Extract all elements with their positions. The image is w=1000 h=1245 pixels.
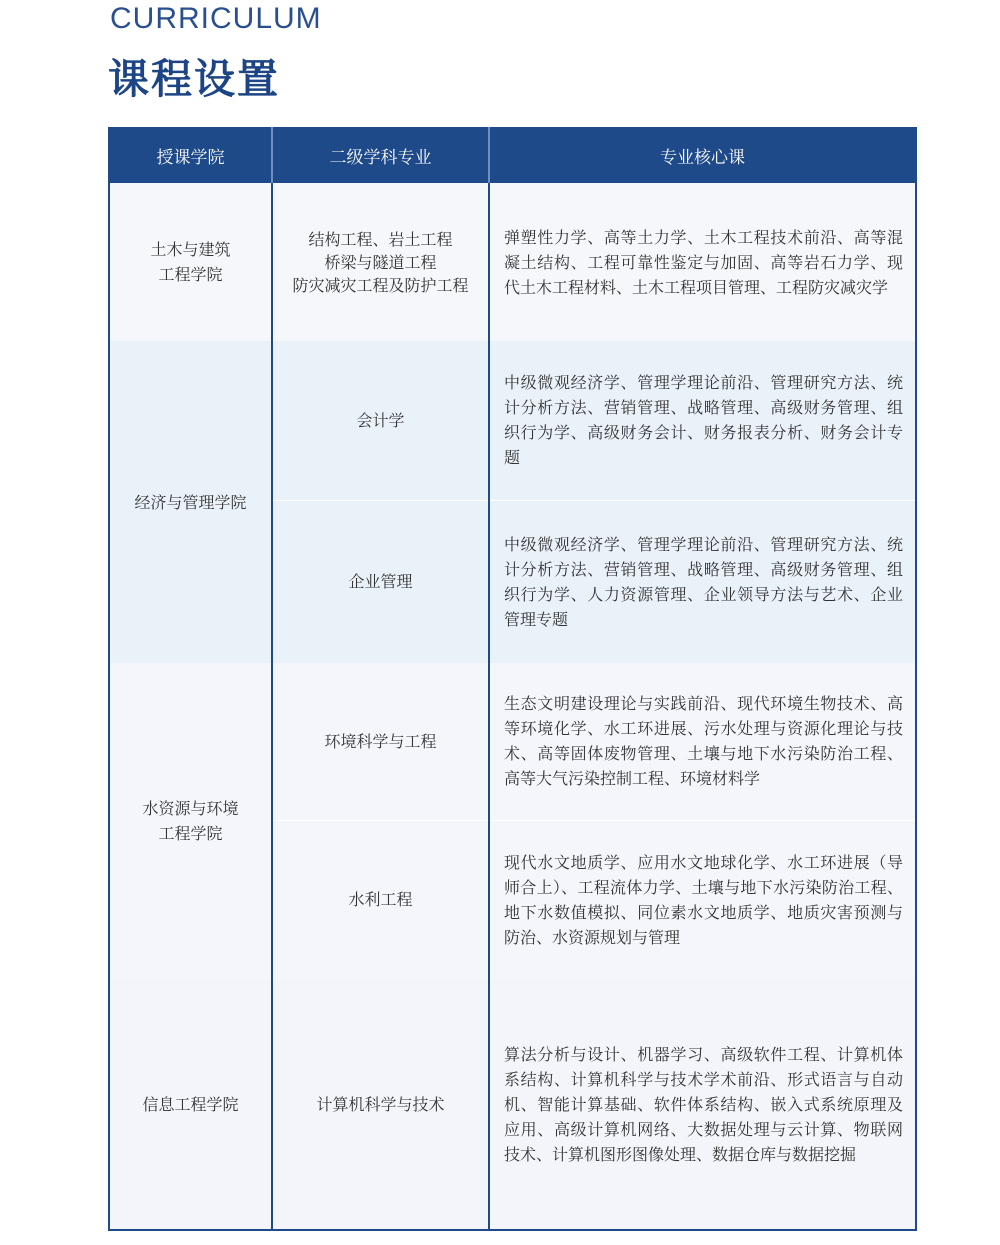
table-row bbox=[109, 663, 916, 820]
table-row bbox=[109, 183, 916, 341]
courses-cell: 生态文明建设理论与实践前沿、现代环境生物技术、高等环境化学、水工环进展、污水处理与资源化理论与技术、高等固体废物管理、土壤与地下水污染防治工程、高等大气污染控制工程、环境材料学 bbox=[489, 663, 916, 820]
courses-cell: 现代水文地质学、应用水文地球化学、水工环进展（导师合上）、工程流体力学、土壤与地下水污染防治工程、地下水数值模拟、同位素水文地质学、地质灾害预测与防治、水资源规划与管理 bbox=[489, 820, 916, 979]
major-name-line: 计算机科学与技术 bbox=[316, 1094, 445, 1114]
courses-cell: 弹塑性力学、高等土力学、土木工程技术前沿、高等混凝土结构、工程可靠性鉴定与加固、高等岩石力学、现代土木工程材料、土木工程项目管理、工程防灾减灾学 bbox=[489, 183, 916, 341]
major-cell bbox=[272, 183, 489, 341]
college-cell bbox=[109, 341, 272, 663]
major-cell bbox=[272, 663, 489, 820]
major-cell bbox=[272, 820, 489, 979]
major-cell bbox=[272, 500, 489, 663]
table-header-row bbox=[109, 127, 916, 183]
major-cell bbox=[272, 979, 489, 1230]
college-name-line: 土木与建筑 bbox=[150, 240, 231, 259]
column-header-major: 二级学科专业 bbox=[272, 127, 489, 183]
college-name-line: 经济与管理学院 bbox=[134, 492, 247, 512]
college-cell bbox=[109, 979, 272, 1230]
courses-cell: 中级微观经济学、管理学理论前沿、管理研究方法、统计分析方法、营销管理、战略管理、高级财务管理、组织行为学、高级财务会计、财务报表分析、财务会计专题 bbox=[489, 341, 916, 500]
curriculum-table bbox=[108, 127, 917, 1231]
college-cell bbox=[109, 663, 272, 979]
major-name-line: 环境科学与工程 bbox=[324, 731, 437, 751]
table-row bbox=[109, 979, 916, 1230]
college-name-line: 工程学院 bbox=[158, 824, 223, 843]
college-cell bbox=[109, 183, 272, 341]
college-name-line: 信息工程学院 bbox=[142, 1094, 239, 1114]
major-name-line: 防灾减灾工程及防护工程 bbox=[292, 275, 469, 295]
college-name-line: 水资源与环境 bbox=[142, 799, 239, 818]
major-name-line: 企业管理 bbox=[348, 572, 413, 592]
table-row bbox=[109, 341, 916, 500]
section-eyebrow: CURRICULUM bbox=[110, 2, 322, 35]
courses-cell: 中级微观经济学、管理学理论前沿、管理研究方法、统计分析方法、营销管理、战略管理、高级财务管理、组织行为学、人力资源管理、企业领导方法与艺术、企业管理专题 bbox=[489, 500, 916, 663]
college-name-line: 工程学院 bbox=[158, 265, 223, 284]
courses-cell: 算法分析与设计、机器学习、高级软件工程、计算机体系结构、计算机科学与技术学术前沿、形式语言与自动机、智能计算基础、软件体系结构、嵌入式系统原理及应用、高级计算机网络、大数据处理与云计算、物联网技术、计算机图形图像处理、数据仓库与数据挖掘 bbox=[489, 979, 916, 1230]
major-name-line: 结构工程、岩土工程 bbox=[308, 229, 453, 249]
column-header-courses: 专业核心课 bbox=[489, 127, 916, 183]
major-cell bbox=[272, 341, 489, 500]
major-name-line: 水利工程 bbox=[348, 890, 413, 910]
column-header-college: 授课学院 bbox=[109, 127, 272, 183]
page-title: 课程设置 bbox=[108, 55, 280, 103]
major-name-line: 会计学 bbox=[356, 410, 405, 430]
major-name-line: 桥梁与隧道工程 bbox=[324, 252, 437, 272]
